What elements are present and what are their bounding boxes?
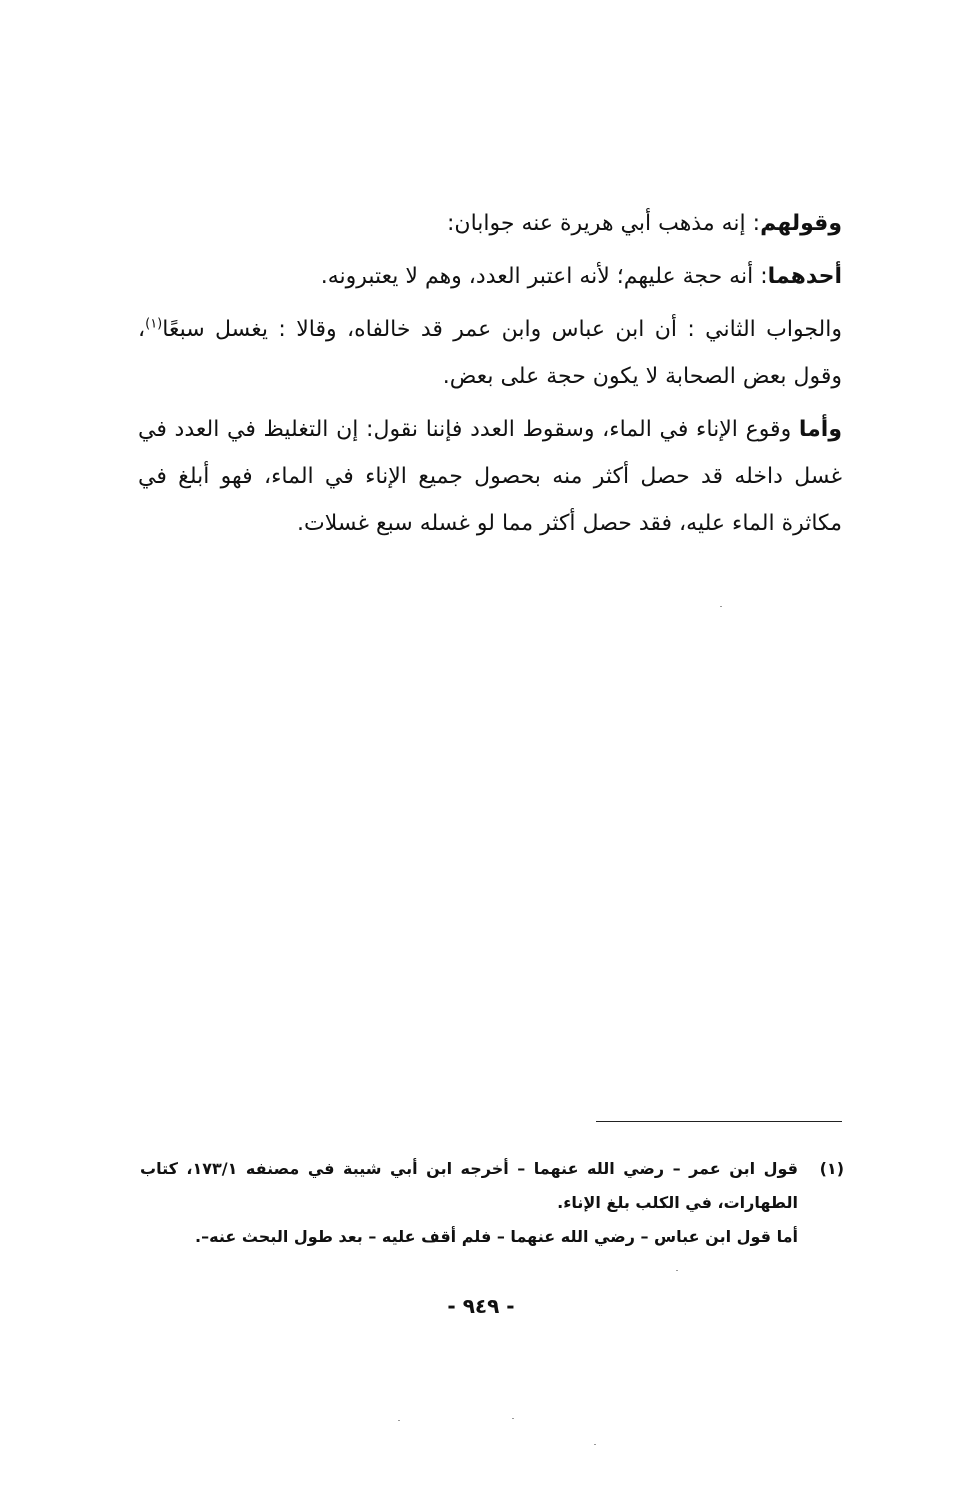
scan-speck <box>676 1270 678 1271</box>
footnote-reference[interactable]: (١) <box>145 316 163 332</box>
scan-speck <box>720 606 722 607</box>
paragraph-text: والجواب الثاني : أن ابن عباس وابن عمر قد خالفاه، وقالا : يغسل سبعًا <box>162 317 842 342</box>
lead-word: أحدهما <box>767 264 842 289</box>
footnote-continuation: أما قول ابن عباس – رضي الله عنهما – فلم أقف عليه – بعد طول البحث عنه–. <box>195 1227 798 1246</box>
scan-speck <box>512 1418 514 1419</box>
footnote-item <box>140 1152 844 1220</box>
page-number: - ٩٤٩ - <box>447 1294 515 1318</box>
paragraph-text: : إنه مذهب أبي هريرة عنه جوابان: <box>447 211 761 236</box>
footnotes-block <box>140 1152 844 1254</box>
scan-speck <box>594 1444 596 1445</box>
lead-word: وأما <box>798 417 842 442</box>
lead-word: وقولهم <box>760 211 842 236</box>
main-text-block <box>138 200 842 553</box>
footnote-text: قول ابن عمر – رضي الله عنهما – أخرجه ابن أبي شيبة في مصنفه ١٧٣/١، كتاب الطهارات، في الكلب بلغ الإناء. <box>140 1159 798 1212</box>
scan-speck <box>398 1420 400 1421</box>
paragraph-text: وقوع الإناء في الماء، وسقوط العدد فإننا نقول: إن التغليظ في العدد في غسل داخله قد حصل أكثر منه بحصول جميع الإناء في الماء، فهو أبلغ في مكاثرة الماء عليه، فقد حصل أكثر مما لو غسله سبع غسلات. <box>138 417 842 536</box>
paragraph-1 <box>138 200 842 247</box>
paragraph-3 <box>138 306 842 400</box>
paragraph-text: ، وقول بعض الصحابة لا يكون حجة على بعض. <box>138 317 842 389</box>
paragraph-2 <box>138 253 842 300</box>
paragraph-4 <box>138 406 842 547</box>
footnote-number: (١) <box>819 1159 844 1178</box>
footnote-divider <box>596 1121 842 1122</box>
paragraph-text: : أنه حجة عليهم؛ لأنه اعتبر العدد، وهم لا يعتبرونه. <box>320 264 768 289</box>
